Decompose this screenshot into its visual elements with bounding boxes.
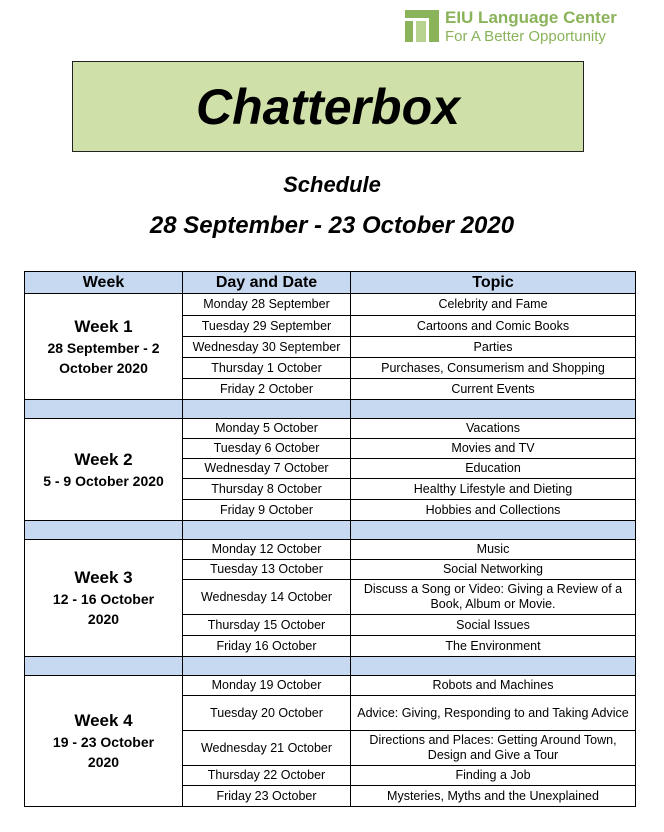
topic-cell: Education <box>351 459 636 479</box>
topic-cell: Current Events <box>351 379 636 400</box>
header-day-date: Day and Date <box>183 272 351 294</box>
header-topic: Topic <box>351 272 636 294</box>
day-cell: Wednesday 21 October <box>183 731 351 766</box>
topic-cell: Cartoons and Comic Books <box>351 316 636 337</box>
day-cell: Friday 2 October <box>183 379 351 400</box>
logo-mark-icon <box>405 10 439 42</box>
day-cell: Tuesday 29 September <box>183 316 351 337</box>
day-cell: Wednesday 30 September <box>183 337 351 358</box>
week-range: 28 September - 2 October 2020 <box>47 339 160 376</box>
topic-cell: The Environment <box>351 636 636 657</box>
header-week: Week <box>25 272 183 294</box>
schedule-table <box>24 271 636 807</box>
day-cell: Tuesday 6 October <box>183 439 351 459</box>
topic-cell: Movies and TV <box>351 439 636 459</box>
topic-cell: Hobbies and Collections <box>351 500 636 521</box>
day-cell: Friday 16 October <box>183 636 351 657</box>
title-box <box>72 61 584 152</box>
logo <box>405 8 645 48</box>
week-title: Week 4 <box>74 711 133 730</box>
topic-cell: Discuss a Song or Video: Giving a Review of a Book, Album or Movie. <box>351 580 636 615</box>
topic-cell: Social Issues <box>351 615 636 636</box>
day-cell: Monday 19 October <box>183 676 351 696</box>
day-cell: Friday 9 October <box>183 500 351 521</box>
day-cell: Thursday 22 October <box>183 766 351 786</box>
separator-row <box>25 657 636 676</box>
logo-name: EIU Language Center <box>445 8 617 27</box>
week-cell <box>25 419 183 521</box>
day-cell: Monday 12 October <box>183 540 351 560</box>
topic-cell: Directions and Places: Getting Around Town, Design and Give a Tour <box>351 731 636 766</box>
subtitle: Schedule <box>283 172 381 197</box>
topic-cell: Purchases, Consumerism and Shopping <box>351 358 636 379</box>
day-cell: Monday 28 September <box>183 294 351 316</box>
week-range: 12 - 16 October 2020 <box>52 591 155 627</box>
topic-cell: Social Networking <box>351 560 636 580</box>
week-range: 19 - 23 October 2020 <box>52 734 155 770</box>
topic-cell: Parties <box>351 337 636 358</box>
topic-cell: Healthy Lifestyle and Dieting <box>351 479 636 500</box>
table-row <box>25 294 636 316</box>
day-cell: Tuesday 13 October <box>183 560 351 580</box>
day-cell: Wednesday 7 October <box>183 459 351 479</box>
topic-cell: Vacations <box>351 419 636 439</box>
topic-cell: Finding a Job <box>351 766 636 786</box>
header-row <box>25 272 636 294</box>
table-row <box>25 540 636 560</box>
week-title: Week 2 <box>74 449 133 469</box>
day-cell: Friday 23 October <box>183 786 351 807</box>
week-range: 5 - 9 October 2020 <box>43 472 164 489</box>
week-cell <box>25 540 183 657</box>
separator-row <box>25 521 636 540</box>
topic-cell: Robots and Machines <box>351 676 636 696</box>
table-row <box>25 676 636 696</box>
day-cell: Tuesday 20 October <box>183 696 351 731</box>
topic-cell: Mysteries, Myths and the Unexplained <box>351 786 636 807</box>
day-cell: Wednesday 14 October <box>183 580 351 615</box>
week-title: Week 1 <box>74 316 133 336</box>
topic-cell: Music <box>351 540 636 560</box>
day-cell: Thursday 8 October <box>183 479 351 500</box>
topic-cell: Celebrity and Fame <box>351 294 636 316</box>
separator-row <box>25 400 636 419</box>
week-cell <box>25 676 183 807</box>
topic-cell: Advice: Giving, Responding to and Taking Advice <box>351 696 636 731</box>
week-title: Week 3 <box>74 568 133 587</box>
day-cell: Thursday 1 October <box>183 358 351 379</box>
table-row <box>25 419 636 439</box>
logo-tagline: For A Better Opportunity <box>445 28 606 45</box>
date-range: 28 September - 23 October 2020 <box>149 212 515 239</box>
day-cell: Monday 5 October <box>183 419 351 439</box>
page-title: Chatterbox <box>196 78 460 135</box>
week-cell <box>25 294 183 400</box>
day-cell: Thursday 15 October <box>183 615 351 636</box>
